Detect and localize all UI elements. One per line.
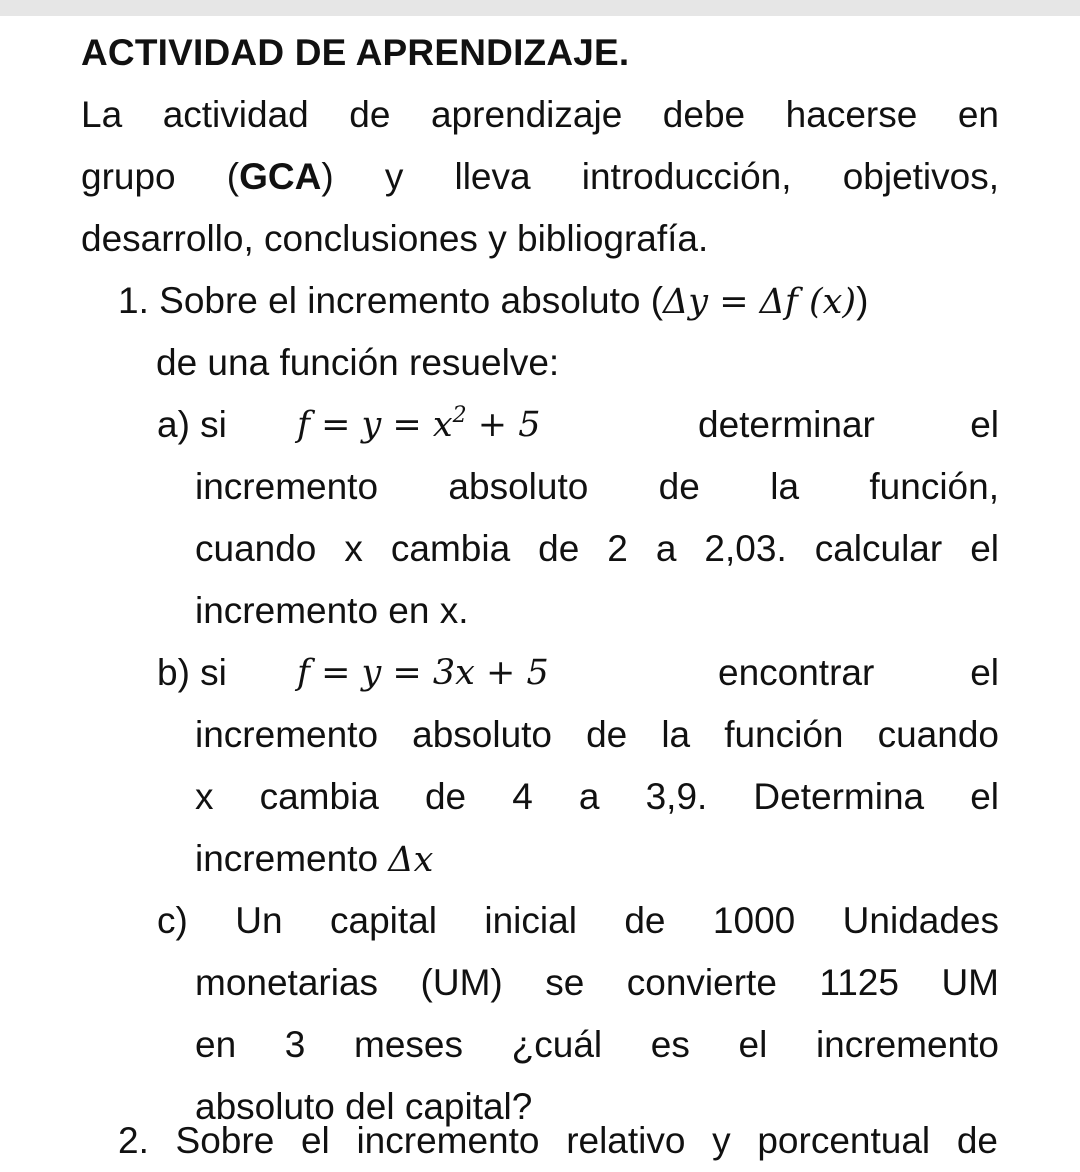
item-b-label: b) si [157, 652, 227, 693]
item-b-head [157, 642, 999, 704]
item-c-line-3: absoluto del capital? [195, 1086, 533, 1127]
item-b [157, 642, 999, 890]
item-c-first-line: Un capital inicial de 1000 Unidades [235, 900, 1000, 941]
item-a-body [195, 456, 999, 642]
intro-line-2 [81, 146, 999, 208]
question-1-heading [118, 270, 999, 332]
item-b-last-text: incremento [195, 838, 389, 879]
intro-line-1: La actividad de aprendizaje debe hacerse en [81, 94, 999, 135]
question-1-text: Sobre el incremento absoluto ( [159, 280, 664, 321]
item-b-formula: f = y = 3x + 5 [297, 653, 549, 693]
item-c-label: c) [157, 900, 188, 941]
item-c-line-1: monetarias (UM) se convierte 1125 UM [195, 962, 999, 1003]
item-a-line-1: incremento absoluto de la función, [195, 466, 999, 507]
cut-off-text: 2. Sobre el incremento relativo y porcentual de [118, 1120, 998, 1161]
item-c-head [157, 890, 999, 952]
intro-line-2-start: grupo ( [81, 156, 240, 197]
item-a [157, 394, 999, 642]
intro-group-code: GCA [239, 156, 322, 197]
document-page [81, 22, 999, 1138]
intro-line-2-end: ) y lleva introducción, objetivos, [321, 156, 1000, 197]
item-b-line-3 [195, 828, 999, 890]
cut-off-next-question [118, 1120, 998, 1170]
question-1-formula: Δy = Δf (x) [663, 282, 857, 322]
item-a-line-3: incremento en x. [195, 590, 469, 631]
item-b-body [195, 704, 999, 890]
item-a-tail: el [970, 404, 999, 445]
item-b-line-1: incremento absoluto de la función cuando [195, 714, 999, 755]
item-a-formula-exponent: 2 [452, 403, 467, 428]
item-c [157, 890, 999, 1138]
item-a-head [157, 394, 999, 456]
item-a-label: a) si [157, 404, 227, 445]
question-1 [118, 270, 999, 1138]
question-1-number: 1. [118, 280, 149, 321]
item-a-formula [297, 394, 540, 456]
intro-paragraph [81, 84, 999, 270]
item-b-tail: el [970, 652, 999, 693]
page-title: ACTIVIDAD DE APRENDIZAJE. [81, 32, 630, 73]
item-c-line-2: en 3 meses ¿cuál es el incremento [195, 1024, 999, 1065]
item-a-formula-tail: + 5 [466, 405, 541, 445]
item-b-line-2: x cambia de 4 a 3,9. Determina el [195, 776, 999, 817]
item-b-verb: encontrar [718, 652, 875, 693]
question-1-line-2: de una función resuelve: [156, 342, 560, 383]
item-a-verb: determinar [698, 404, 875, 445]
item-a-line-2: cuando x cambia de 2 a 2,03. calcular el [195, 528, 999, 569]
question-1-close: ) [856, 280, 869, 321]
item-b-delta-x: Δx [388, 840, 434, 880]
top-strip [0, 0, 1080, 16]
intro-line-3: desarrollo, conclusiones y bibliografía. [81, 218, 709, 259]
item-a-formula-base: f = y = x [297, 405, 453, 445]
